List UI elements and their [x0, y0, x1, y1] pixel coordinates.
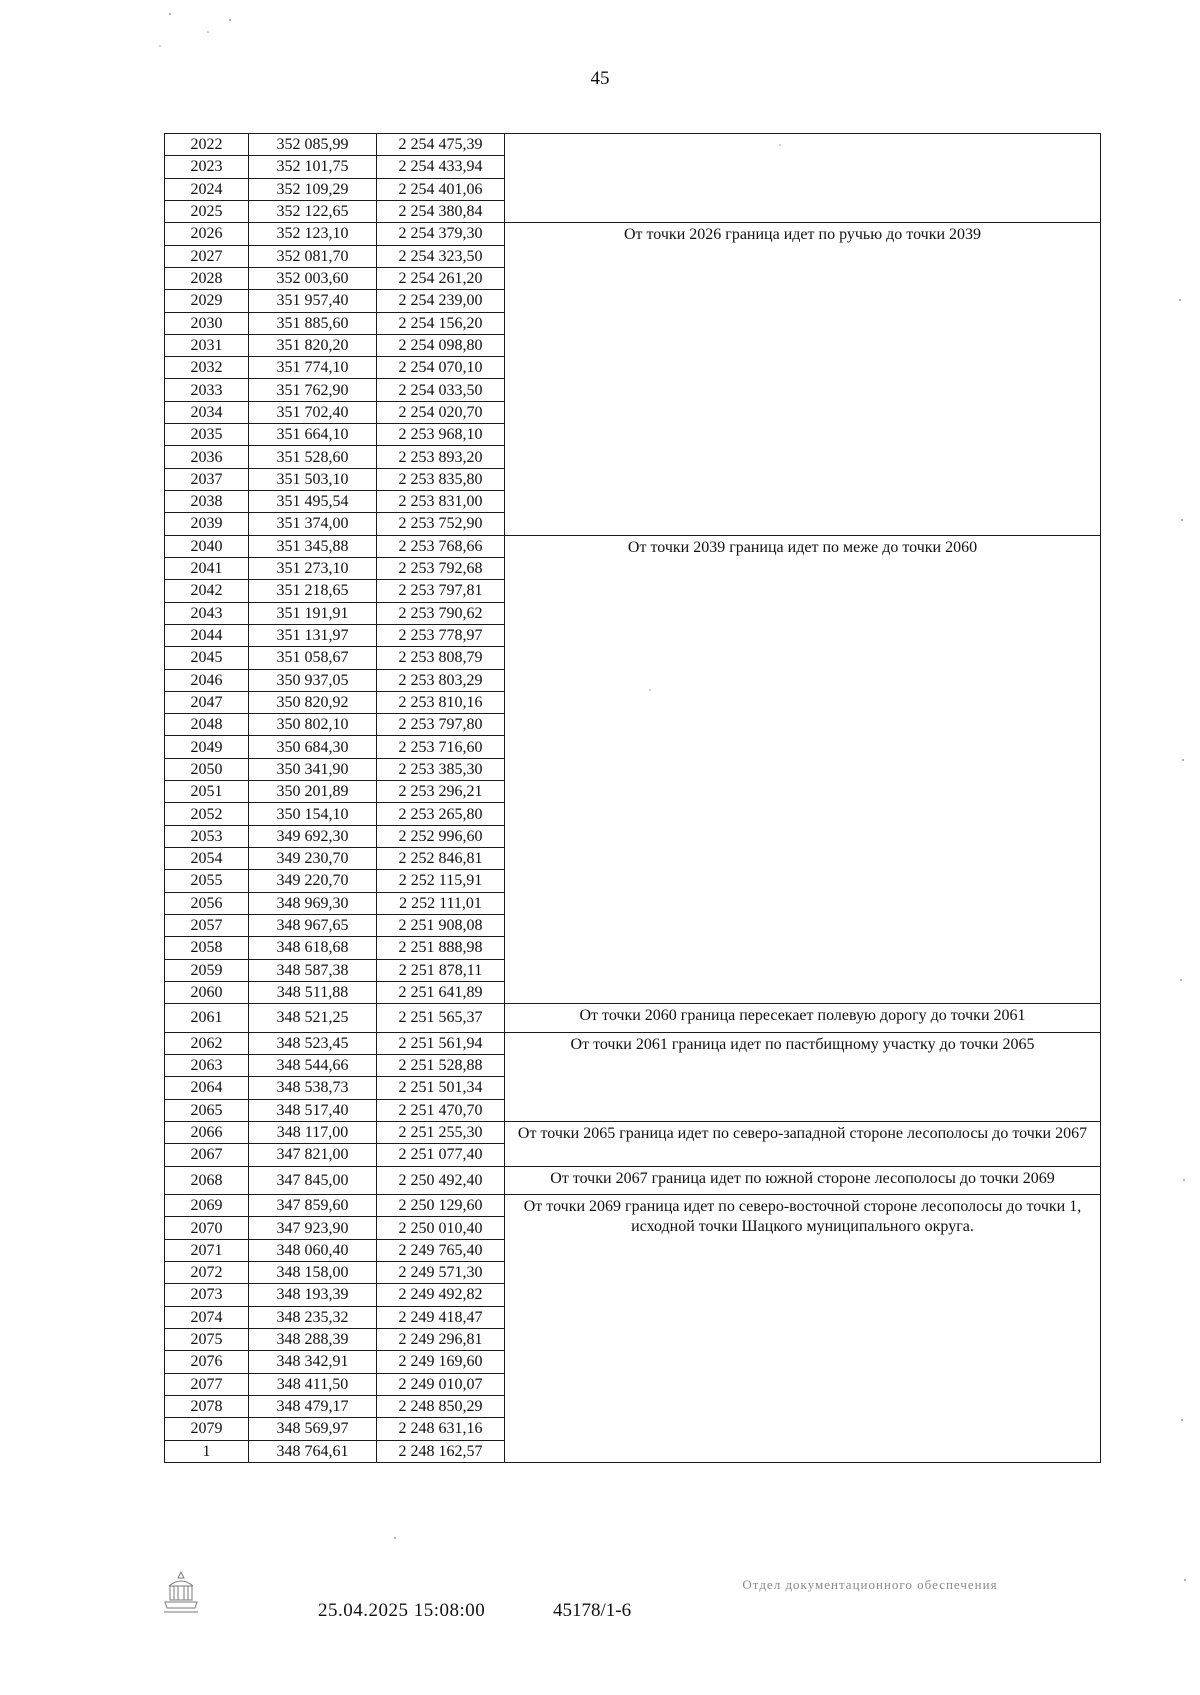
y-coordinate-cell: 2 251 888,98 — [377, 937, 505, 959]
point-number-cell: 2059 — [165, 959, 249, 981]
point-number-cell: 2022 — [165, 134, 249, 156]
footer-datetime: 25.04.2025 15:08:00 — [318, 1600, 486, 1621]
y-coordinate-cell: 2 253 752,90 — [377, 513, 505, 535]
x-coordinate-cell: 351 664,10 — [249, 424, 377, 446]
x-coordinate-cell: 350 201,89 — [249, 781, 377, 803]
y-coordinate-cell: 2 253 790,62 — [377, 602, 505, 624]
point-number-cell: 2070 — [165, 1217, 249, 1239]
y-coordinate-cell: 2 249 296,81 — [377, 1328, 505, 1350]
x-coordinate-cell: 349 230,70 — [249, 848, 377, 870]
y-coordinate-cell: 2 253 835,80 — [377, 468, 505, 490]
point-number-cell: 2062 — [165, 1032, 249, 1054]
point-number-cell: 2058 — [165, 937, 249, 959]
x-coordinate-cell: 350 684,30 — [249, 736, 377, 758]
y-coordinate-cell: 2 254 380,84 — [377, 200, 505, 222]
y-coordinate-cell: 2 254 433,94 — [377, 156, 505, 178]
x-coordinate-cell: 350 341,90 — [249, 758, 377, 780]
x-coordinate-cell: 351 762,90 — [249, 379, 377, 401]
x-coordinate-cell: 348 479,17 — [249, 1395, 377, 1417]
y-coordinate-cell: 2 251 565,37 — [377, 1004, 505, 1033]
x-coordinate-cell: 350 154,10 — [249, 803, 377, 825]
x-coordinate-cell: 348 235,32 — [249, 1306, 377, 1328]
point-number-cell: 2042 — [165, 580, 249, 602]
y-coordinate-cell: 2 253 810,16 — [377, 691, 505, 713]
point-number-cell: 2047 — [165, 691, 249, 713]
y-coordinate-cell: 2 249 765,40 — [377, 1239, 505, 1261]
x-coordinate-cell: 351 885,60 — [249, 312, 377, 334]
y-coordinate-cell: 2 251 528,88 — [377, 1055, 505, 1077]
x-coordinate-cell: 352 123,10 — [249, 223, 377, 245]
x-coordinate-cell: 347 859,60 — [249, 1195, 377, 1217]
y-coordinate-cell: 2 253 831,00 — [377, 491, 505, 513]
point-number-cell: 2043 — [165, 602, 249, 624]
point-number-cell: 2066 — [165, 1121, 249, 1143]
y-coordinate-cell: 2 250 129,60 — [377, 1195, 505, 1217]
point-number-cell: 2057 — [165, 914, 249, 936]
point-number-cell: 2027 — [165, 245, 249, 267]
footer-document-number: 45178/1-6 — [553, 1600, 632, 1621]
x-coordinate-cell: 350 937,05 — [249, 669, 377, 691]
y-coordinate-cell: 2 254 323,50 — [377, 245, 505, 267]
point-number-cell: 2026 — [165, 223, 249, 245]
y-coordinate-cell: 2 253 968,10 — [377, 424, 505, 446]
y-coordinate-cell: 2 251 470,70 — [377, 1099, 505, 1121]
y-coordinate-cell: 2 249 492,82 — [377, 1284, 505, 1306]
point-number-cell: 2078 — [165, 1395, 249, 1417]
x-coordinate-cell: 348 521,25 — [249, 1004, 377, 1033]
point-number-cell: 2076 — [165, 1351, 249, 1373]
x-coordinate-cell: 352 081,70 — [249, 245, 377, 267]
point-number-cell: 2067 — [165, 1144, 249, 1166]
x-coordinate-cell: 351 058,67 — [249, 647, 377, 669]
x-coordinate-cell: 348 342,91 — [249, 1351, 377, 1373]
x-coordinate-cell: 347 923,90 — [249, 1217, 377, 1239]
y-coordinate-cell: 2 251 878,11 — [377, 959, 505, 981]
y-coordinate-cell: 2 254 261,20 — [377, 267, 505, 289]
point-number-cell: 2055 — [165, 870, 249, 892]
point-number-cell: 2063 — [165, 1055, 249, 1077]
y-coordinate-cell: 2 253 893,20 — [377, 446, 505, 468]
x-coordinate-cell: 348 060,40 — [249, 1239, 377, 1261]
x-coordinate-cell: 351 495,54 — [249, 491, 377, 513]
point-number-cell: 1 — [165, 1440, 249, 1463]
x-coordinate-cell: 348 117,00 — [249, 1121, 377, 1143]
x-coordinate-cell: 350 820,92 — [249, 691, 377, 713]
y-coordinate-cell: 2 249 571,30 — [377, 1262, 505, 1284]
x-coordinate-cell: 349 220,70 — [249, 870, 377, 892]
x-coordinate-cell: 352 085,99 — [249, 134, 377, 156]
point-number-cell: 2073 — [165, 1284, 249, 1306]
point-number-cell: 2071 — [165, 1239, 249, 1261]
y-coordinate-cell: 2 248 850,29 — [377, 1395, 505, 1417]
x-coordinate-cell: 352 109,29 — [249, 178, 377, 200]
x-coordinate-cell: 351 528,60 — [249, 446, 377, 468]
x-coordinate-cell: 351 191,91 — [249, 602, 377, 624]
y-coordinate-cell: 2 254 239,00 — [377, 290, 505, 312]
y-coordinate-cell: 2 254 070,10 — [377, 357, 505, 379]
x-coordinate-cell: 348 569,97 — [249, 1418, 377, 1440]
y-coordinate-cell: 2 249 418,47 — [377, 1306, 505, 1328]
point-number-cell: 2032 — [165, 357, 249, 379]
point-number-cell: 2039 — [165, 513, 249, 535]
point-number-cell: 2034 — [165, 401, 249, 423]
y-coordinate-cell: 2 254 379,30 — [377, 223, 505, 245]
y-coordinate-cell: 2 253 797,81 — [377, 580, 505, 602]
point-number-cell: 2033 — [165, 379, 249, 401]
point-number-cell: 2048 — [165, 714, 249, 736]
x-coordinate-cell: 352 122,65 — [249, 200, 377, 222]
boundary-description-cell: От точки 2039 граница идет по меже до точки 2060 — [505, 535, 1101, 1004]
point-number-cell: 2065 — [165, 1099, 249, 1121]
y-coordinate-cell: 2 252 846,81 — [377, 848, 505, 870]
boundary-description-cell: От точки 2061 граница идет по пастбищному участку до точки 2065 — [505, 1032, 1101, 1121]
x-coordinate-cell: 348 288,39 — [249, 1328, 377, 1350]
y-coordinate-cell: 2 252 115,91 — [377, 870, 505, 892]
x-coordinate-cell: 348 764,61 — [249, 1440, 377, 1463]
y-coordinate-cell: 2 254 475,39 — [377, 134, 505, 156]
point-number-cell: 2024 — [165, 178, 249, 200]
point-number-cell: 2023 — [165, 156, 249, 178]
point-number-cell: 2038 — [165, 491, 249, 513]
point-number-cell: 2069 — [165, 1195, 249, 1217]
y-coordinate-cell: 2 252 111,01 — [377, 892, 505, 914]
y-coordinate-cell: 2 249 010,07 — [377, 1373, 505, 1395]
boundary-description-cell: От точки 2060 граница пересекает полевую дорогу до точки 2061 — [505, 1004, 1101, 1033]
point-number-cell: 2079 — [165, 1418, 249, 1440]
y-coordinate-cell: 2 253 296,21 — [377, 781, 505, 803]
point-number-cell: 2035 — [165, 424, 249, 446]
x-coordinate-cell: 347 845,00 — [249, 1166, 377, 1195]
y-coordinate-cell: 2 248 631,16 — [377, 1418, 505, 1440]
footer-department-stamp: Отдел документационного обеспечения — [742, 1577, 998, 1592]
point-number-cell: 2031 — [165, 334, 249, 356]
point-number-cell: 2050 — [165, 758, 249, 780]
x-coordinate-cell: 348 538,73 — [249, 1077, 377, 1099]
x-coordinate-cell: 348 587,38 — [249, 959, 377, 981]
y-coordinate-cell: 2 251 255,30 — [377, 1121, 505, 1143]
x-coordinate-cell: 347 821,00 — [249, 1144, 377, 1166]
x-coordinate-cell: 351 374,00 — [249, 513, 377, 535]
point-number-cell: 2044 — [165, 624, 249, 646]
x-coordinate-cell: 351 503,10 — [249, 468, 377, 490]
point-number-cell: 2053 — [165, 825, 249, 847]
y-coordinate-cell: 2 249 169,60 — [377, 1351, 505, 1373]
x-coordinate-cell: 348 523,45 — [249, 1032, 377, 1054]
x-coordinate-cell: 348 511,88 — [249, 981, 377, 1003]
point-number-cell: 2061 — [165, 1004, 249, 1033]
boundary-description-cell: От точки 2065 граница идет по северо-западной стороне лесополосы до точки 2067 — [505, 1121, 1101, 1166]
x-coordinate-cell: 348 618,68 — [249, 937, 377, 959]
point-number-cell: 2040 — [165, 535, 249, 557]
y-coordinate-cell: 2 254 033,50 — [377, 379, 505, 401]
x-coordinate-cell: 351 957,40 — [249, 290, 377, 312]
x-coordinate-cell: 348 967,65 — [249, 914, 377, 936]
y-coordinate-cell: 2 251 641,89 — [377, 981, 505, 1003]
point-number-cell: 2036 — [165, 446, 249, 468]
point-number-cell: 2052 — [165, 803, 249, 825]
y-coordinate-cell: 2 250 492,40 — [377, 1166, 505, 1195]
point-number-cell: 2041 — [165, 557, 249, 579]
x-coordinate-cell: 348 969,30 — [249, 892, 377, 914]
point-number-cell: 2046 — [165, 669, 249, 691]
x-coordinate-cell: 348 517,40 — [249, 1099, 377, 1121]
point-number-cell: 2029 — [165, 290, 249, 312]
boundary-description-cell: От точки 2067 граница идет по южной стороне лесополосы до точки 2069 — [505, 1166, 1101, 1195]
x-coordinate-cell: 351 774,10 — [249, 357, 377, 379]
y-coordinate-cell: 2 253 385,30 — [377, 758, 505, 780]
x-coordinate-cell: 351 702,40 — [249, 401, 377, 423]
y-coordinate-cell: 2 253 768,66 — [377, 535, 505, 557]
boundary-description-cell: От точки 2069 граница идет по северо-восточной стороне лесополосы до точки 1, исходной точки Шацкого муниципального округа. — [505, 1195, 1101, 1463]
point-number-cell: 2030 — [165, 312, 249, 334]
y-coordinate-cell: 2 253 778,97 — [377, 624, 505, 646]
y-coordinate-cell: 2 250 010,40 — [377, 1217, 505, 1239]
x-coordinate-cell: 348 193,39 — [249, 1284, 377, 1306]
y-coordinate-cell: 2 251 501,34 — [377, 1077, 505, 1099]
x-coordinate-cell: 351 345,88 — [249, 535, 377, 557]
y-coordinate-cell: 2 254 020,70 — [377, 401, 505, 423]
point-number-cell: 2025 — [165, 200, 249, 222]
point-number-cell: 2056 — [165, 892, 249, 914]
y-coordinate-cell: 2 253 797,80 — [377, 714, 505, 736]
x-coordinate-cell: 349 692,30 — [249, 825, 377, 847]
point-number-cell: 2045 — [165, 647, 249, 669]
point-number-cell: 2064 — [165, 1077, 249, 1099]
x-coordinate-cell: 348 544,66 — [249, 1055, 377, 1077]
y-coordinate-cell: 2 254 156,20 — [377, 312, 505, 334]
point-number-cell: 2077 — [165, 1373, 249, 1395]
x-coordinate-cell: 348 158,00 — [249, 1262, 377, 1284]
y-coordinate-cell: 2 253 803,29 — [377, 669, 505, 691]
y-coordinate-cell: 2 251 077,40 — [377, 1144, 505, 1166]
point-number-cell: 2028 — [165, 267, 249, 289]
x-coordinate-cell: 348 411,50 — [249, 1373, 377, 1395]
x-coordinate-cell: 352 003,60 — [249, 267, 377, 289]
point-number-cell: 2068 — [165, 1166, 249, 1195]
y-coordinate-cell: 2 251 561,94 — [377, 1032, 505, 1054]
point-number-cell: 2072 — [165, 1262, 249, 1284]
x-coordinate-cell: 350 802,10 — [249, 714, 377, 736]
y-coordinate-cell: 2 253 265,80 — [377, 803, 505, 825]
y-coordinate-cell: 2 253 792,68 — [377, 557, 505, 579]
y-coordinate-cell: 2 253 716,60 — [377, 736, 505, 758]
y-coordinate-cell: 2 251 908,08 — [377, 914, 505, 936]
y-coordinate-cell: 2 254 098,80 — [377, 334, 505, 356]
point-number-cell: 2051 — [165, 781, 249, 803]
point-number-cell: 2037 — [165, 468, 249, 490]
x-coordinate-cell: 351 820,20 — [249, 334, 377, 356]
x-coordinate-cell: 351 218,65 — [249, 580, 377, 602]
point-number-cell: 2049 — [165, 736, 249, 758]
point-number-cell: 2074 — [165, 1306, 249, 1328]
x-coordinate-cell: 351 273,10 — [249, 557, 377, 579]
y-coordinate-cell: 2 252 996,60 — [377, 825, 505, 847]
y-coordinate-cell: 2 253 808,79 — [377, 647, 505, 669]
page-number: 45 — [590, 68, 610, 89]
boundary-description-cell: От точки 2026 граница идет по ручью до точки 2039 — [505, 223, 1101, 535]
point-number-cell: 2054 — [165, 848, 249, 870]
y-coordinate-cell: 2 254 401,06 — [377, 178, 505, 200]
x-coordinate-cell: 351 131,97 — [249, 624, 377, 646]
x-coordinate-cell: 352 101,75 — [249, 156, 377, 178]
y-coordinate-cell: 2 248 162,57 — [377, 1440, 505, 1463]
point-number-cell: 2060 — [165, 981, 249, 1003]
point-number-cell: 2075 — [165, 1328, 249, 1350]
